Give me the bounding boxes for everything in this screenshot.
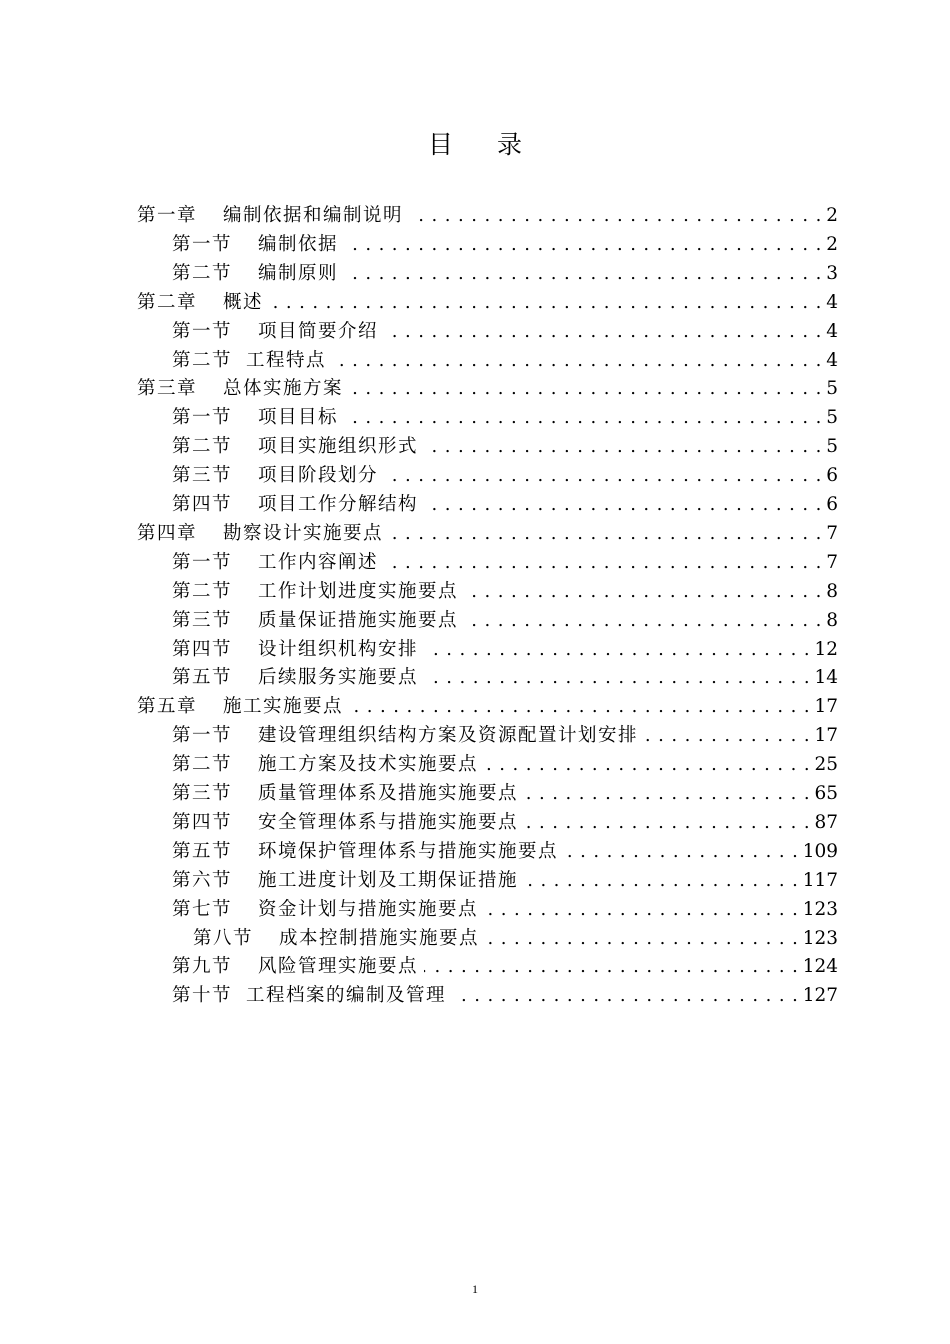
toc-entry-title: 项目实施组织形式 bbox=[258, 436, 419, 458]
toc-entry-title: 概述 bbox=[223, 291, 264, 313]
toc-entry-page: 8 bbox=[826, 580, 838, 602]
toc-chapter-entry[interactable] bbox=[137, 689, 838, 718]
toc-entry-number: 第四章 bbox=[137, 522, 198, 544]
toc-entry-page: 7 bbox=[826, 522, 838, 544]
toc-entry-page: 5 bbox=[826, 407, 838, 429]
toc-entry-page: 127 bbox=[802, 985, 838, 1007]
toc-chapter-entry[interactable] bbox=[137, 516, 838, 545]
toc-entry-title: 工程档案的编制及管理 bbox=[246, 985, 447, 1007]
toc-entry-number: 第五节 bbox=[172, 840, 233, 862]
toc-entry-title: 工作内容阐述 bbox=[258, 551, 379, 573]
toc-section-entry[interactable] bbox=[172, 834, 838, 863]
toc-entry-number: 第二节 bbox=[172, 349, 233, 371]
toc-entry-number: 第五节 bbox=[172, 667, 233, 689]
toc-entry-number: 第二节 bbox=[172, 436, 233, 458]
toc-entry-title: 安全管理体系与措施实施要点 bbox=[258, 811, 519, 833]
toc-entry-number: 第三节 bbox=[172, 465, 233, 487]
toc-dot-leader bbox=[564, 841, 799, 863]
toc-entry-title: 编制原则 bbox=[258, 262, 339, 284]
toc-entry-title: 编制依据和编制说明 bbox=[223, 205, 404, 226]
toc-entry-page: 6 bbox=[826, 465, 838, 487]
toc-entry-number: 第二节 bbox=[172, 262, 233, 284]
toc-section-entry[interactable] bbox=[172, 747, 838, 776]
toc-dot-leader bbox=[484, 754, 810, 776]
toc-entry-number: 第三章 bbox=[137, 378, 198, 400]
toc-section-entry[interactable] bbox=[172, 343, 838, 372]
toc-entry-number: 第八节 bbox=[193, 927, 254, 949]
toc-section-entry[interactable] bbox=[172, 892, 838, 921]
toc-section-entry[interactable] bbox=[172, 314, 838, 343]
toc-entry-number: 第七节 bbox=[172, 898, 233, 920]
toc-dot-leader bbox=[269, 292, 822, 314]
toc-entry-page: 14 bbox=[814, 667, 838, 689]
toc-entry-number: 第一节 bbox=[172, 725, 233, 747]
toc-section-entry[interactable] bbox=[172, 400, 838, 429]
toc-dot-leader bbox=[409, 205, 822, 227]
toc-section-entry[interactable] bbox=[172, 949, 838, 978]
page-title: 目 录 bbox=[428, 130, 540, 159]
toc-entry-page: 4 bbox=[826, 291, 838, 313]
toc-section-entry[interactable] bbox=[172, 574, 838, 603]
toc-entry-number: 第三节 bbox=[172, 609, 233, 631]
toc-entry-page: 17 bbox=[814, 725, 838, 747]
toc-dot-leader bbox=[524, 783, 810, 805]
toc-dot-leader bbox=[524, 812, 810, 834]
toc-section-entry[interactable] bbox=[172, 660, 838, 689]
toc-dot-leader bbox=[452, 985, 799, 1007]
toc-chapter-entry[interactable] bbox=[137, 198, 838, 227]
toc-dot-leader bbox=[384, 321, 822, 343]
toc-entry-title: 风险管理实施要点 bbox=[258, 956, 419, 978]
toc-entry-title: 施工实施要点 bbox=[223, 696, 344, 718]
toc-section-entry[interactable] bbox=[172, 863, 838, 892]
toc-entry-title: 施工方案及技术实施要点 bbox=[258, 754, 479, 776]
toc-entry-page: 7 bbox=[826, 551, 838, 573]
toc-dot-leader bbox=[384, 552, 822, 574]
toc-dot-leader bbox=[464, 610, 822, 632]
toc-section-entry[interactable] bbox=[172, 776, 838, 805]
page-number: 1 bbox=[472, 1282, 478, 1296]
toc-entry-number: 第二章 bbox=[137, 291, 198, 313]
toc-entry-number: 第一节 bbox=[172, 233, 233, 255]
toc-entry-page: 5 bbox=[826, 378, 838, 400]
toc-entry-page: 87 bbox=[814, 811, 838, 833]
toc-dot-leader bbox=[349, 696, 810, 718]
toc-dot-leader bbox=[344, 407, 822, 429]
toc-entry-page: 123 bbox=[802, 898, 838, 920]
toc-entry-title: 项目目标 bbox=[258, 407, 339, 429]
toc-dot-leader bbox=[464, 581, 822, 603]
toc-entry-title: 环境保护管理体系与措施实施要点 bbox=[258, 840, 559, 862]
toc-entry-title: 项目阶段划分 bbox=[258, 465, 379, 487]
toc-entry-title: 总体实施方案 bbox=[223, 378, 344, 400]
toc-entry-number: 第四节 bbox=[172, 638, 233, 660]
toc-entry-number: 第三节 bbox=[172, 783, 233, 804]
toc-entry-page: 2 bbox=[826, 233, 838, 255]
toc-entry-number: 第十节 bbox=[172, 985, 233, 1007]
toc-dot-leader bbox=[484, 899, 799, 921]
toc-entry-title: 项目简要介绍 bbox=[258, 320, 379, 342]
toc-entry-title: 施工进度计划及工期保证措施 bbox=[258, 869, 519, 891]
toc-section-entry[interactable] bbox=[172, 227, 838, 256]
toc-entry-number: 第九节 bbox=[172, 956, 233, 978]
toc-entry-title: 资金计划与措施实施要点 bbox=[258, 898, 479, 920]
toc-dot-leader bbox=[644, 725, 810, 747]
toc-dot-leader bbox=[424, 667, 810, 689]
toc-chapter-entry[interactable] bbox=[137, 285, 838, 314]
toc-entry-page: 3 bbox=[826, 262, 838, 284]
toc-entry-number: 第二节 bbox=[172, 754, 233, 776]
toc-section-entry[interactable] bbox=[172, 805, 838, 834]
toc-entry-page: 5 bbox=[826, 436, 838, 458]
toc-entry-page: 2 bbox=[826, 205, 838, 226]
toc-entry-page: 4 bbox=[826, 349, 838, 371]
toc-dot-leader bbox=[344, 234, 822, 256]
toc-entry-page: 25 bbox=[814, 754, 838, 776]
toc-entry-page: 4 bbox=[826, 320, 838, 342]
toc-entry-number: 第一节 bbox=[172, 320, 233, 342]
toc-section-entry[interactable] bbox=[172, 632, 838, 661]
toc-entry-page: 123 bbox=[802, 927, 838, 949]
toc-entry-number: 第二节 bbox=[172, 580, 233, 602]
toc-section-entry[interactable] bbox=[172, 429, 838, 458]
toc-dot-leader bbox=[424, 494, 822, 516]
toc-entry-page: 17 bbox=[814, 696, 838, 718]
toc-entry-title: 工程特点 bbox=[246, 349, 327, 371]
toc-dot-leader bbox=[424, 639, 810, 661]
toc-entry-number: 第五章 bbox=[137, 696, 198, 718]
toc-entry-page: 117 bbox=[802, 869, 838, 891]
toc-dot-leader bbox=[424, 436, 822, 458]
toc-section-entry[interactable] bbox=[172, 603, 838, 632]
toc-section-entry[interactable] bbox=[172, 718, 838, 747]
toc-entry-title: 工作计划进度实施要点 bbox=[258, 580, 459, 602]
toc-entry-number: 第六节 bbox=[172, 869, 233, 891]
toc-entry-page: 65 bbox=[814, 783, 838, 804]
toc-chapter-entry[interactable] bbox=[137, 371, 838, 400]
toc-section-entry[interactable] bbox=[193, 921, 838, 950]
toc-section-entry[interactable] bbox=[172, 458, 838, 487]
toc-entry-number: 第四节 bbox=[172, 494, 233, 515]
toc-entry-title: 项目工作分解结构 bbox=[258, 494, 419, 515]
toc-entry-title: 勘察设计实施要点 bbox=[223, 522, 384, 544]
toc-entry-page: 6 bbox=[826, 494, 838, 515]
toc-section-entry[interactable] bbox=[172, 545, 838, 574]
toc-dot-leader bbox=[384, 465, 822, 487]
toc-entry-title: 质量保证措施实施要点 bbox=[258, 609, 459, 631]
toc-entry-title: 质量管理体系及措施实施要点 bbox=[258, 783, 519, 804]
toc-section-entry[interactable] bbox=[172, 978, 838, 1007]
toc-entry-page: 124 bbox=[802, 956, 838, 978]
toc-entry-number: 第一章 bbox=[137, 205, 198, 226]
toc-dot-leader bbox=[389, 523, 822, 545]
toc-entry-title: 后续服务实施要点 bbox=[258, 667, 419, 689]
toc-section-entry[interactable] bbox=[172, 256, 838, 285]
toc-entry-title: 建设管理组织结构方案及资源配置计划安排 bbox=[258, 725, 639, 747]
toc-entry-title: 设计组织机构安排 bbox=[258, 638, 419, 660]
toc-dot-leader bbox=[424, 956, 799, 978]
toc-entry-page: 12 bbox=[814, 638, 838, 660]
toc-dot-leader bbox=[485, 928, 799, 950]
toc-entry-number: 第一节 bbox=[172, 407, 233, 429]
toc-entry-title: 成本控制措施实施要点 bbox=[279, 927, 480, 949]
toc-dot-leader bbox=[349, 378, 822, 400]
toc-entry-number: 第四节 bbox=[172, 811, 233, 833]
toc-entry-number: 第一节 bbox=[172, 551, 233, 573]
toc-dot-leader bbox=[344, 263, 822, 285]
toc-dot-leader bbox=[524, 870, 799, 892]
toc-dot-leader bbox=[332, 350, 822, 372]
toc-entry-title: 编制依据 bbox=[258, 233, 339, 255]
toc-entry-page: 109 bbox=[802, 840, 838, 862]
toc-entry-page: 8 bbox=[826, 609, 838, 631]
toc-section-entry[interactable] bbox=[172, 487, 838, 516]
